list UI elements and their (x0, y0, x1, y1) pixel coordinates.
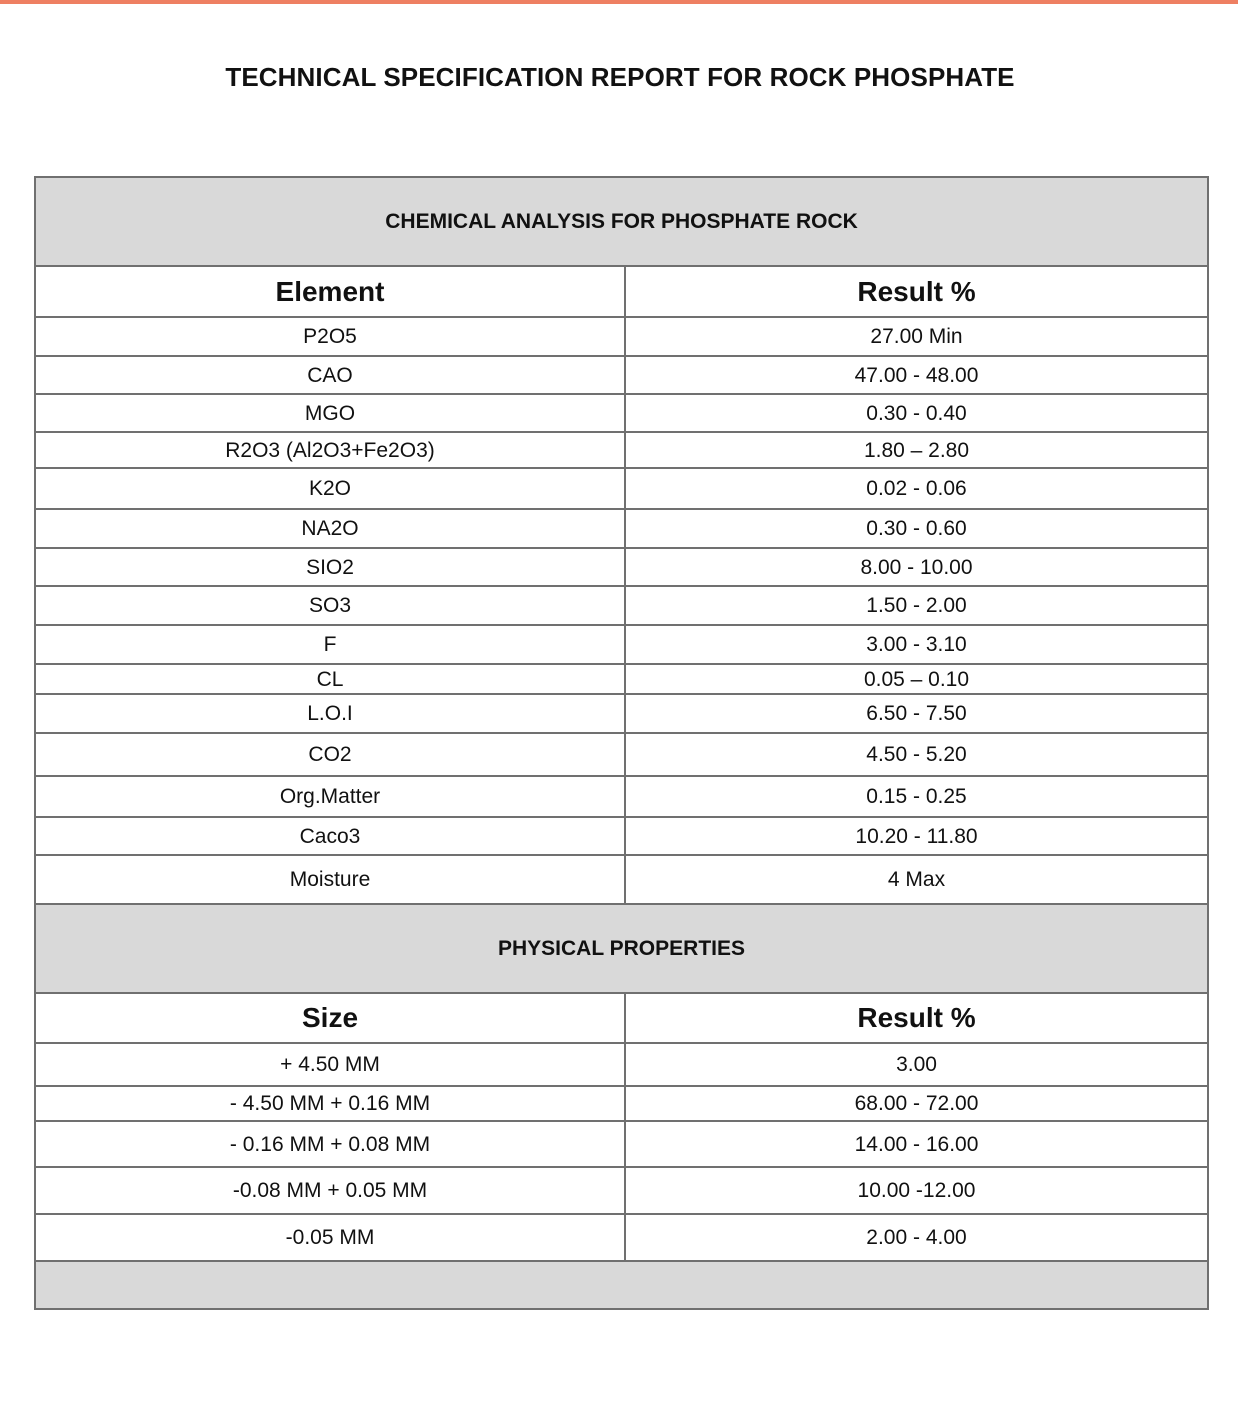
physical-table-row (35, 1167, 1208, 1214)
physical-label-cell: + 4.50 MM (35, 1043, 625, 1086)
chemical-result-cell: 1.80 – 2.80 (625, 432, 1208, 468)
chemical-table-row (35, 356, 1208, 394)
chemical-result-cell: 4.50 - 5.20 (625, 733, 1208, 776)
result-column-header: Result % (625, 993, 1208, 1043)
chemical-label-cell: L.O.I (35, 694, 625, 733)
chemical-label-cell: K2O (35, 468, 625, 509)
physical-table-row (35, 1043, 1208, 1086)
chemical-label-cell: MGO (35, 394, 625, 432)
chemical-table-row (35, 776, 1208, 817)
physical-result-cell: 10.00 -12.00 (625, 1167, 1208, 1214)
chemical-section-title: CHEMICAL ANALYSIS FOR PHOSPHATE ROCK (35, 177, 1208, 266)
chemical-table-row (35, 394, 1208, 432)
chemical-table-row (35, 468, 1208, 509)
physical-label-cell: -0.05 MM (35, 1214, 625, 1261)
chemical-table-row (35, 317, 1208, 356)
physical-table-row (35, 1121, 1208, 1167)
physical-section-header-row (35, 904, 1208, 993)
chemical-table-row (35, 694, 1208, 733)
physical-result-cell: 3.00 (625, 1043, 1208, 1086)
result-column-header: Result % (625, 266, 1208, 317)
chemical-table-row (35, 855, 1208, 904)
top-accent-rule (0, 0, 1238, 4)
chemical-result-cell: 0.05 – 0.10 (625, 664, 1208, 694)
chemical-label-cell: P2O5 (35, 317, 625, 356)
physical-section-title: PHYSICAL PROPERTIES (35, 904, 1208, 993)
chemical-result-cell: 8.00 - 10.00 (625, 548, 1208, 586)
chemical-result-cell: 0.02 - 0.06 (625, 468, 1208, 509)
chemical-label-cell: F (35, 625, 625, 664)
chemical-result-cell: 0.30 - 0.60 (625, 509, 1208, 548)
physical-label-cell: -0.08 MM + 0.05 MM (35, 1167, 625, 1214)
chemical-result-cell: 3.00 - 3.10 (625, 625, 1208, 664)
chemical-table-row (35, 509, 1208, 548)
physical-result-cell: 68.00 - 72.00 (625, 1086, 1208, 1121)
physical-label-cell: - 4.50 MM + 0.16 MM (35, 1086, 625, 1121)
chemical-section-header-row (35, 177, 1208, 266)
chemical-column-header-row (35, 266, 1208, 317)
chemical-table-row (35, 733, 1208, 776)
chemical-table-row (35, 625, 1208, 664)
chemical-result-cell: 27.00 Min (625, 317, 1208, 356)
chemical-label-cell: CAO (35, 356, 625, 394)
physical-result-cell: 2.00 - 4.00 (625, 1214, 1208, 1261)
chemical-table-row (35, 548, 1208, 586)
chemical-label-cell: Caco3 (35, 817, 625, 855)
chemical-result-cell: 4 Max (625, 855, 1208, 904)
chemical-label-cell: Moisture (35, 855, 625, 904)
chemical-result-cell: 0.30 - 0.40 (625, 394, 1208, 432)
specification-table-body (35, 177, 1208, 1309)
chemical-label-cell: SIO2 (35, 548, 625, 586)
physical-table-row (35, 1214, 1208, 1261)
table-footer-cell (35, 1261, 1208, 1309)
chemical-result-cell: 1.50 - 2.00 (625, 586, 1208, 625)
specification-table (34, 176, 1209, 1310)
chemical-label-cell: R2O3 (Al2O3+Fe2O3) (35, 432, 625, 468)
element-column-header: Element (35, 266, 625, 317)
chemical-label-cell: SO3 (35, 586, 625, 625)
chemical-table-row (35, 664, 1208, 694)
chemical-label-cell: Org.Matter (35, 776, 625, 817)
chemical-result-cell: 0.15 - 0.25 (625, 776, 1208, 817)
document-title: TECHNICAL SPECIFICATION REPORT FOR ROCK PHOSPHATE (225, 62, 1015, 92)
chemical-label-cell: NA2O (35, 509, 625, 548)
physical-column-header-row (35, 993, 1208, 1043)
physical-table-row (35, 1086, 1208, 1121)
chemical-result-cell: 6.50 - 7.50 (625, 694, 1208, 733)
chemical-table-row (35, 817, 1208, 855)
chemical-label-cell: CO2 (35, 733, 625, 776)
chemical-table-row (35, 586, 1208, 625)
chemical-table-row (35, 432, 1208, 468)
chemical-label-cell: CL (35, 664, 625, 694)
table-footer-band (35, 1261, 1208, 1309)
size-column-header: Size (35, 993, 625, 1043)
chemical-result-cell: 10.20 - 11.80 (625, 817, 1208, 855)
physical-label-cell: - 0.16 MM + 0.08 MM (35, 1121, 625, 1167)
physical-result-cell: 14.00 - 16.00 (625, 1121, 1208, 1167)
chemical-result-cell: 47.00 - 48.00 (625, 356, 1208, 394)
